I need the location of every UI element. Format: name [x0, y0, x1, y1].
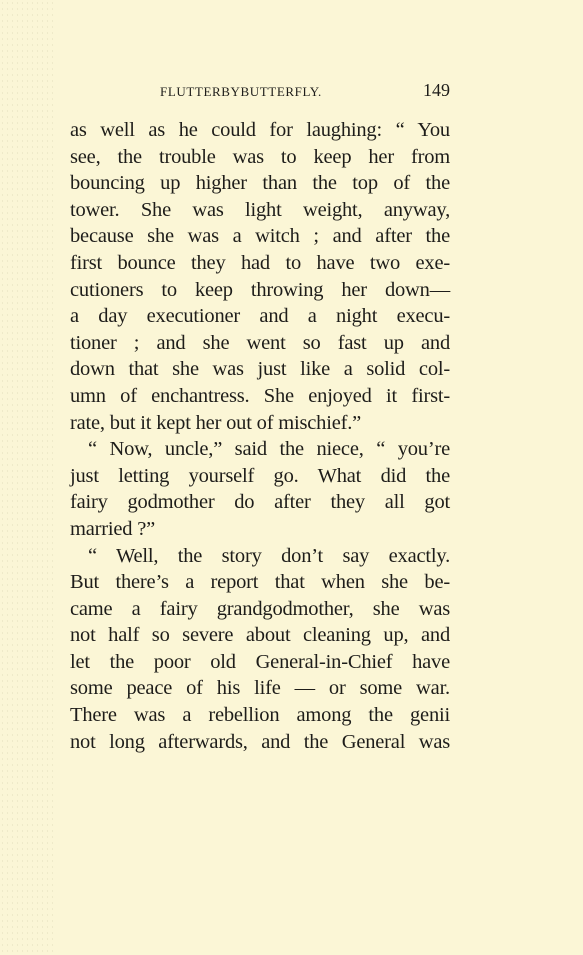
text-line: not long afterwards, and the General was [70, 730, 450, 753]
text-line: cutioners to keep throwing her down— [70, 278, 450, 301]
text-line: tioner ; and she went so fast up and [70, 331, 450, 354]
text-line: came a fairy grandgodmother, she was [70, 597, 450, 620]
text-line: tower. She was light weight, anyway, [70, 198, 450, 221]
text-line: married ?” [70, 517, 156, 540]
text-line: not half so severe about cleaning up, and [70, 624, 450, 647]
text-line: down that she was just like a solid col- [70, 358, 450, 381]
text-line: But there’s a report that when she be- [70, 571, 450, 594]
running-title: FLUTTERBYBUTTERFLY. [160, 84, 322, 99]
text-line: There was a rebellion among the genii [70, 704, 450, 727]
text-line: as well as he could for laughing: “ You [70, 119, 450, 141]
text-line: a day executioner and a night execu- [70, 305, 450, 328]
text-line: umn of enchantress. She enjoyed it first- [70, 384, 450, 407]
text-line: “ Now, uncle,” said the niece, “ you’re [88, 438, 450, 461]
paper-speckle [0, 0, 55, 955]
body-text [70, 117, 450, 755]
text-line: first bounce they had to have two exe- [70, 251, 450, 274]
text-line: let the poor old General-in-Chief have [70, 650, 450, 673]
text-line: bouncing up higher than the top of the [70, 172, 450, 195]
text-line: see, the trouble was to keep her from [70, 145, 450, 168]
text-line: just letting yourself go. What did the [70, 464, 450, 487]
text-line: fairy godmother do after they all got [70, 491, 450, 514]
text-line: some peace of his life — or some war. [70, 677, 450, 700]
page-header [70, 80, 450, 104]
text-line: rate, but it kept her out of mischief.” [70, 411, 362, 434]
text-line: because she was a witch ; and after the [70, 225, 450, 248]
text-line: “ Well, the story don’t say exactly. [88, 544, 450, 567]
page-number: 149 [423, 80, 450, 100]
